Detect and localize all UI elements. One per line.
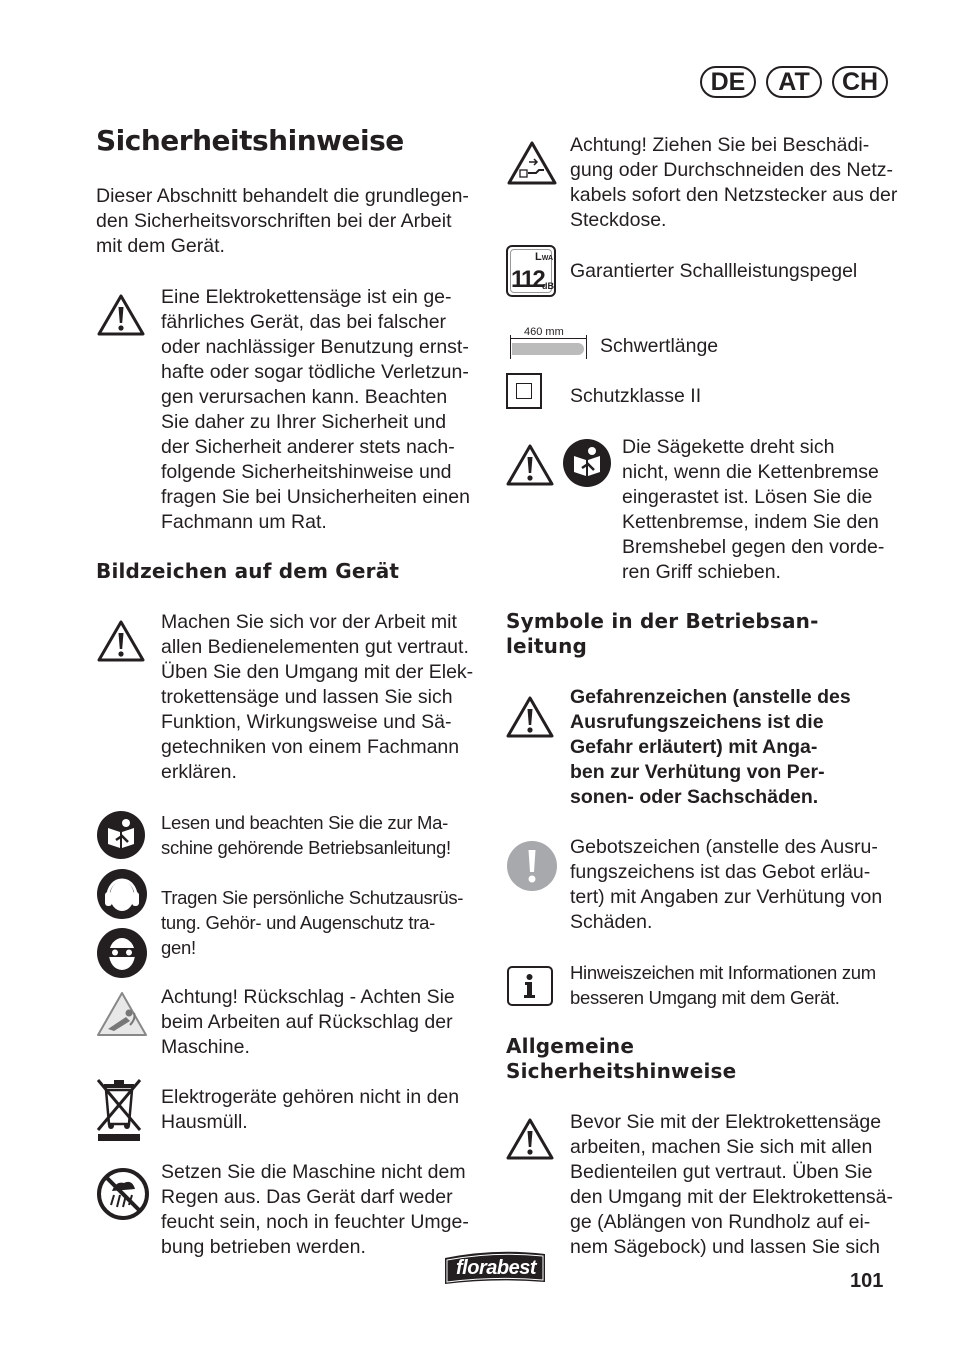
logo-text: florabest [456,1257,536,1279]
sound-level-text: Garantierter Schallleistungspegel [570,260,858,282]
weee-disposal-icon [96,1078,142,1142]
warning-text-2: Machen Sie sich vor der Arbeit mit allen Bedienelementen gut vertraut. Üben Sie den Umgang mit der Elek- trokettensäge und lassen Sie sich Funktion, Wirkungsweise und Sä- getechniken von einem Fachmann erklären. [161,611,474,783]
lang-badge-at: AT [766,66,822,98]
general-safety-text: Bevor Sie mit der Elektrokettensäge arbeiten, machen Sie sich mit allen Bedienteilen gut vertraut. Üben Sie den Umgang mit der Elektrokettensä- ge (Ablängen von Rundholz auf ei- nem Sägebock) und lassen Sie sich [570,1111,893,1258]
read-manual-icon [96,810,146,860]
warning-icon [506,695,554,739]
intro-text: Dieser Abschnitt behandelt die grundlegen- den Sicherheitsvorschriften bei der Arbeit mit dem Gerät. [96,185,469,257]
cable-text: Achtung! Ziehen Sie bei Beschädi- gung oder Durchschneiden des Netz- kabels sofort den Netzstecker aus der Steckdose. [570,134,898,231]
danger-sign-text: Gefahrenzeichen (anstelle des Ausrufungszeichens ist die Gefahr erläutert) mit Anga- ben zur Verhütung von Per- sonen- oder Sachschäden. [570,686,851,808]
bar-length-label: 460 mm [524,326,564,338]
sound-level-icon [506,245,556,297]
kickback-text: Achtung! Rückschlag - Achten Sie beim Arbeiten auf Rückschlag der Maschine. [161,986,455,1058]
no-rain-icon [96,1167,150,1221]
warning-icon [97,293,145,337]
protection-class-text: Schutzklasse II [570,385,702,407]
sound-level-value: 112 [511,266,544,293]
cable-damage-warning-icon [506,140,558,186]
warning-icon [506,1117,554,1161]
read-manual-text: Lesen und beachten Sie die zur Ma- schine gehörende Betriebsanleitung! [161,812,451,858]
lang-badge-ch: CH [832,66,888,98]
info-sign-text: Hinweiszeichen mit Informationen zum besseren Umgang mit dem Gerät. [570,962,876,1008]
rain-text: Setzen Sie die Maschine nicht dem Regen aus. Das Gerät darf weder feucht sein, noch in feuchter Umge- bung betrieben werden. [161,1161,469,1258]
section-heading-symbole: Symbole in der Betriebsan- leitung [506,609,819,658]
florabest-logo [441,1246,549,1286]
ear-protection-icon [96,868,148,920]
sound-level-label: L [535,251,542,263]
chain-brake-text: Die Sägekette dreht sich nicht, wenn die Kettenbremse eingerastet ist. Lösen Sie die Kettenbremse, indem Sie den Bremshebel gegen den vorde- ren Griff schieben. [622,436,885,583]
info-icon [507,966,553,1006]
section-heading-allgemein: Allgemeine Sicherheitshinweise [506,1034,737,1083]
warning-text-1: Eine Elektrokettensäge ist ein ge- fährliches Gerät, das bei falscher oder nachlässiger Benutzung ernst- hafte oder sogar tödliche Verletzun- gen verursachen kann. Beachten Sie daher zu Ihrer Sicherheit und der Sicherheit anderer stets nach- folgende Sicherheitshinweise und fragen Sie bei Unsicherheiten einen Fachmann um Rat. [161,286,470,533]
mandatory-sign-icon [506,840,558,892]
read-manual-icon [562,438,612,488]
page-title: Sicherheitshinweise [96,124,404,157]
sound-level-unit: dB [542,281,554,291]
bar-length-icon [506,326,590,360]
lang-badge-de: DE [700,66,756,98]
sound-level-sub: WA [541,255,554,262]
warning-icon [506,443,554,487]
section-heading-bildzeichen: Bildzeichen auf dem Gerät [96,559,400,583]
kickback-warning-icon [96,991,148,1037]
disposal-text: Elektrogeräte gehören nicht in den Hausmüll. [161,1086,460,1133]
warning-icon [97,619,145,663]
protective-gear-text: Tragen Sie persönliche Schutzausrüs- tung. Gehör- und Augenschutz tra- gen! [161,887,464,958]
mandatory-sign-text: Gebotszeichen (anstelle des Ausru- fungszeichens ist das Gebot erläu- tert) mit Angaben zur Verhütung von Schäden. [570,836,883,933]
eye-protection-icon [96,927,148,979]
bar-length-text: Schwertlänge [600,335,719,357]
page-number: 101 [850,1270,884,1292]
protection-class-ii-icon [506,373,542,409]
